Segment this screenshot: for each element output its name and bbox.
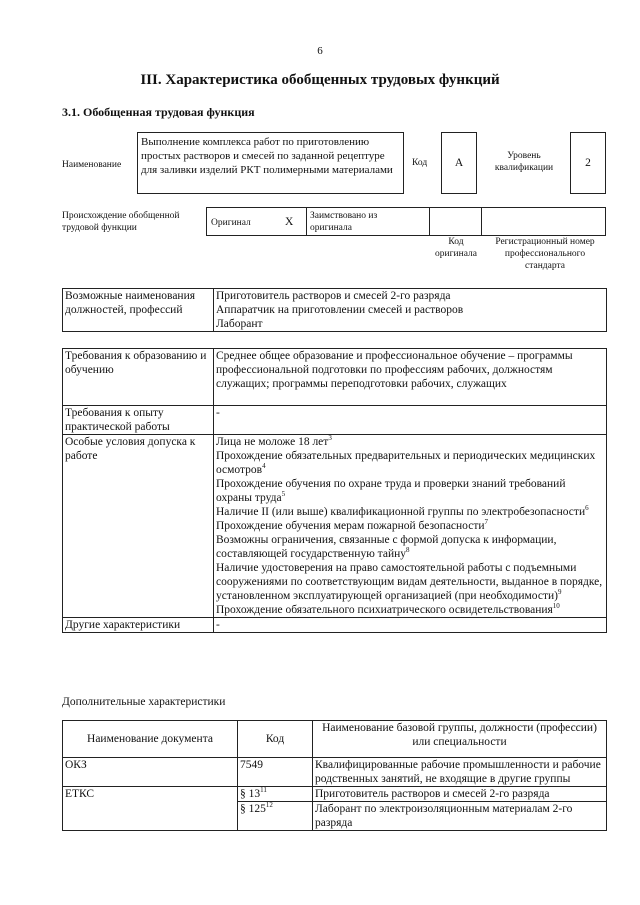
function-name: Выполнение комплекса работ по приготовлению простых растворов и смесей по заданной рецептуре для заливки изделий РКТ полимерными материалами bbox=[141, 136, 393, 176]
level-value: 2 bbox=[585, 157, 591, 169]
original-label: Оригинал bbox=[211, 218, 251, 228]
header-base-group: Наименование базовой группы, должности (профессии) или специальности bbox=[313, 721, 607, 758]
special-condition-item: Возможны ограничения, связанные с формой допуска к информации, составляющей государственную тайну$^8$ bbox=[216, 534, 557, 560]
special-condition-item: Наличие удостоверения на право самостоятельной работы с подъемными сооружениями по соответствующим видам деятельности, выданное в порядке, установленном эксплуатирующей организацией (при необходимости)$^9$ bbox=[216, 562, 603, 602]
doc-cell: ЕТКС bbox=[63, 787, 238, 831]
positions-list bbox=[214, 289, 607, 332]
special-condition-item: Прохождение обязательных предварительных и периодических медицинских осмотров$^4$ bbox=[216, 450, 596, 476]
table-row bbox=[63, 758, 607, 787]
section-title: III. Характеристика обобщенных трудовых функций bbox=[140, 72, 500, 88]
positions-label: Возможные наименования должностей, профессий bbox=[63, 289, 214, 332]
name-cell: Лаборант по электроизоляционным материалам 2-го разряда bbox=[313, 802, 607, 831]
level-box bbox=[570, 132, 606, 194]
doc-cell: ОКЗ bbox=[63, 758, 238, 787]
code-value: A bbox=[454, 157, 464, 169]
subsection-title: 3.1. Обобщенная трудовая функция bbox=[62, 105, 255, 119]
education-label: Требования к образованию и обучению bbox=[63, 349, 214, 406]
positions-table bbox=[62, 288, 607, 332]
reg-number-caption: Регистрационный номер профессионального стандарта bbox=[495, 237, 595, 271]
additional-table bbox=[62, 720, 607, 831]
code-label: Код bbox=[412, 158, 428, 168]
other-label: Другие характеристики bbox=[63, 618, 214, 633]
name-cell: Приготовитель растворов и смесей 2-го разряда bbox=[313, 787, 607, 802]
header-document: Наименование документа bbox=[63, 721, 238, 758]
position-item: Лаборант bbox=[216, 318, 263, 330]
original-box bbox=[206, 207, 307, 236]
name-label: Наименование bbox=[62, 160, 122, 170]
special-condition-item: Лица не моложе 18 лет$^3$ bbox=[216, 434, 332, 448]
requirements-table bbox=[62, 348, 607, 633]
borrowed-box bbox=[306, 207, 430, 236]
code-box bbox=[441, 132, 477, 194]
code-cell: 7549 bbox=[238, 758, 313, 787]
experience-value: - bbox=[214, 406, 607, 435]
function-name-box bbox=[137, 132, 404, 194]
special-conditions-label: Особые условия допуска к работе bbox=[63, 435, 214, 618]
origin-label: Происхождение обобщенной трудовой функции bbox=[62, 211, 180, 233]
special-conditions-list bbox=[214, 435, 607, 618]
reg-number-box bbox=[481, 207, 606, 236]
original-mark: X bbox=[285, 216, 294, 228]
special-condition-item: Прохождение обязательного психиатрического освидетельствования$^{10}$ bbox=[216, 602, 560, 616]
code-cell: § $125^{12}$ bbox=[238, 802, 313, 831]
special-condition-item: Наличие II (или выше) квалификационной группы по электробезопасности$^6$ bbox=[216, 504, 589, 518]
level-label: Уровень квалификации bbox=[494, 151, 554, 173]
special-condition-item: Прохождение обучения мерам пожарной безопасности$^7$ bbox=[216, 518, 489, 532]
experience-label: Требования к опыту практической работы bbox=[63, 406, 214, 435]
name-cell: Квалифицированные рабочие промышленности и рабочие родственных занятий, не входящие в другие группы bbox=[313, 758, 607, 787]
special-condition-item: Прохождение обучения по охране труда и проверки знаний требований охраны труда$^5$ bbox=[216, 478, 566, 504]
code-original-box bbox=[429, 207, 482, 236]
position-item: Аппаратчик на приготовлении смесей и растворов bbox=[216, 304, 464, 316]
header-code: Код bbox=[238, 721, 313, 758]
code-cell: § $13^{11}$ bbox=[238, 787, 313, 802]
borrowed-label: Заимствовано из оригинала bbox=[310, 211, 378, 233]
page-number: 6 bbox=[317, 45, 323, 57]
additional-title: Дополнительные характеристики bbox=[62, 696, 226, 708]
code-original-caption: Код оригинала bbox=[435, 237, 477, 259]
position-item: Приготовитель растворов и смесей 2-го разряда bbox=[216, 290, 451, 302]
table-row bbox=[63, 787, 607, 802]
education-value: Среднее общее образование и профессиональное обучение – программы профессиональной подготовки по профессиям рабочих, должностям служащих; программы переподготовки рабочих, служащих bbox=[214, 349, 607, 406]
other-value: - bbox=[214, 618, 607, 633]
